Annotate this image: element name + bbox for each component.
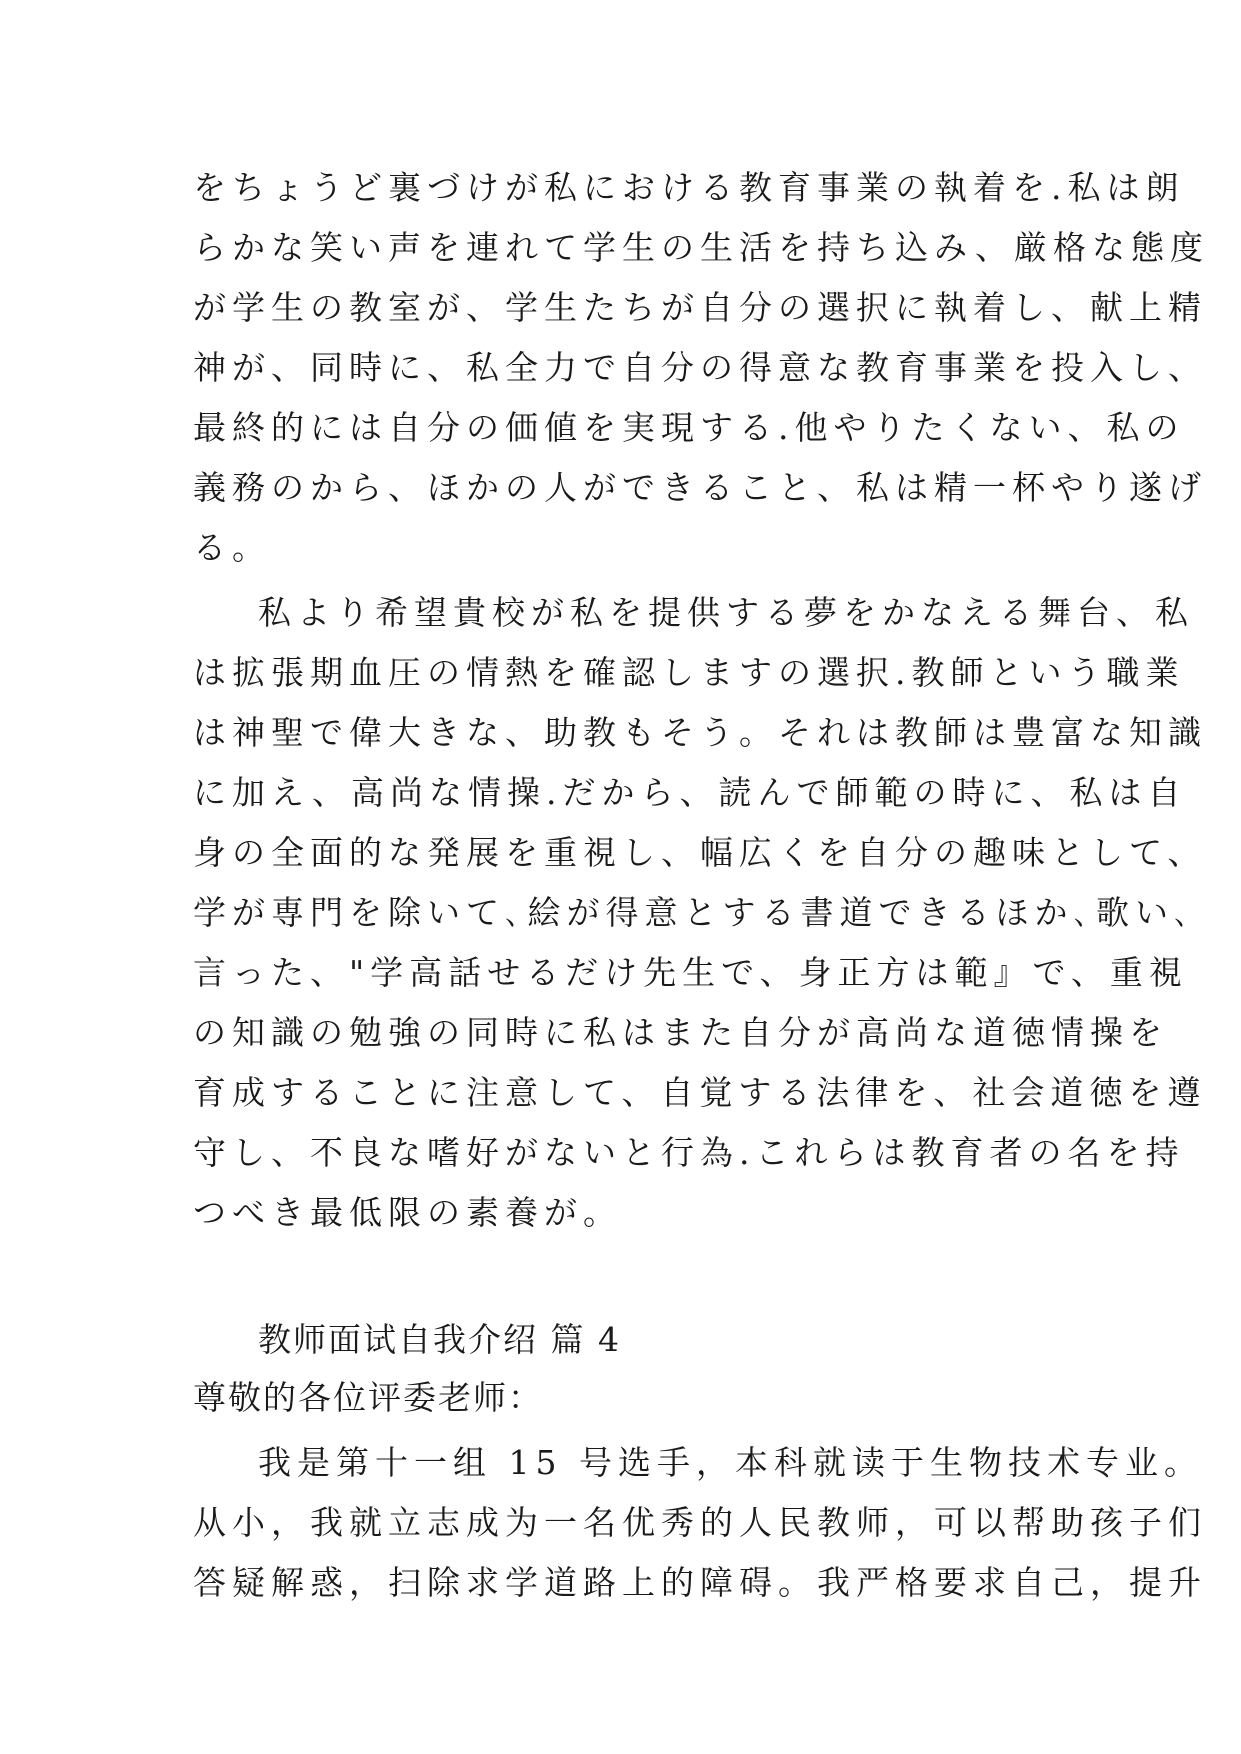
paragraph-1-line-4: 神が、同時に、私全力で自分の得意な教育事業を投入し、 [193, 348, 1207, 387]
paragraph-1-line-1: をちょうど裏づけが私における教育事業の執着を.私は朗 [193, 168, 1185, 207]
salutation: 尊敬的各位评委老师： [193, 1378, 543, 1417]
paragraph-3-line-1: 我是第十一组 15 号选手，本科就读于生物技术专业。 [258, 1443, 1203, 1482]
paragraph-2-line-5: 身の全面的な発展を重視し、幅広くを自分の趣味として、 [193, 833, 1207, 872]
paragraph-2-line-4: に加え、高尚な情操.だから、読んで師範の時に、私は自 [193, 773, 1187, 812]
paragraph-2-line-8: の知識の勉強の同時に私はまた自分が高尚な道徳情操を [193, 1013, 1168, 1052]
paragraph-2-line-1: 私より希望貴校が私を提供する夢をかなえる舞台、私 [258, 593, 1194, 632]
paragraph-3-line-2: 从小，我就立志成为一名优秀的人民教师，可以帮助孩子们 [193, 1503, 1207, 1542]
paragraph-2-line-2: は拡張期血圧の情熱を確認しますの選択.教師という職業 [193, 653, 1185, 692]
paragraph-3-line-3: 答疑解惑，扫除求学道路上的障碍。我严格要求自己，提升 [193, 1563, 1207, 1602]
paragraph-2-line-11: つべき最低限の素養が。 [193, 1193, 622, 1232]
paragraph-1-line-2: らかな笑い声を連れて学生の生活を持ち込み、厳格な態度 [193, 228, 1209, 267]
section-heading: 教师面试自我介绍 篇 4 [258, 1320, 621, 1359]
paragraph-2-line-3: は神聖で偉大きな、助教もそう。それは教師は豊富な知識 [193, 713, 1207, 752]
paragraph-1-line-6: 義務のから、ほかの人ができること、私は精一杯やり遂げ [193, 468, 1207, 507]
paragraph-1-line-7: る。 [193, 528, 271, 567]
paragraph-2-line-6: 学が専門を除いて､絵が得意とする書道できるほか､歌い､ [193, 893, 1197, 932]
paragraph-2-line-10: 守し、不良な嗜好がないと行為.これらは教育者の名を持 [193, 1133, 1185, 1172]
paragraph-2-line-9: 育成することに注意して、自覚する法律を、社会道徳を遵 [193, 1073, 1207, 1112]
paragraph-2-line-7: 言った、"学高話せるだけ先生で、身正方は範』で、重視 [193, 953, 1188, 992]
paragraph-1-line-5: 最終的には自分の価値を実現する.他やりたくない、私の [193, 408, 1185, 447]
paragraph-1-line-3: が学生の教室が、学生たちが自分の選択に執着し、献上精 [193, 288, 1207, 327]
